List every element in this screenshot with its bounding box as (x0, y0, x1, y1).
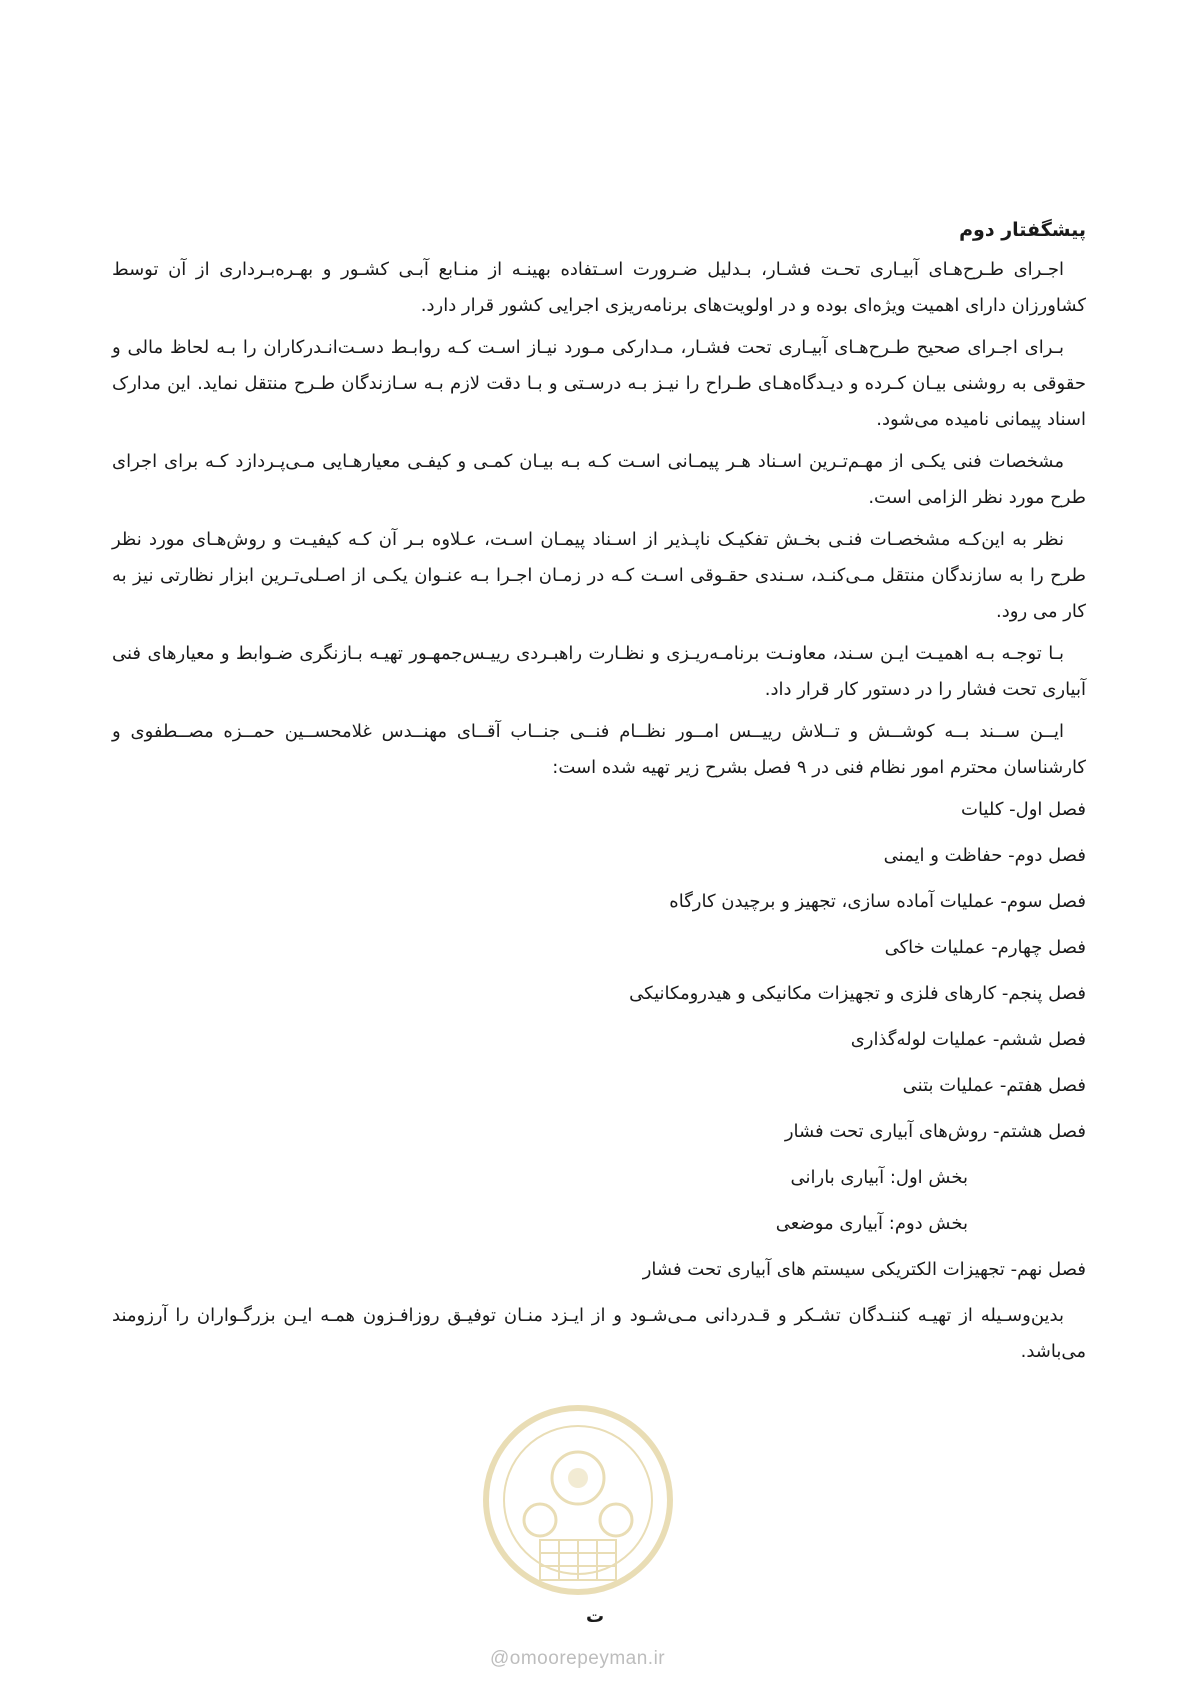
paragraph: بـرای اجـرای صحیح طـرح‌هـای آبیـاری تحت فشـار، مـدارکی مـورد نیـاز اسـت کـه روابـط دسـت‌انـدرکاران را بـه لحاظ مالی و حقوقی به روشنی بیـان کـرده و دیـدگاه‌هـای طـراح را نیـز بـه درسـتی و بـا دقت لازم بـه سـازندگان طـرح منتقل نماید. این مدارک اسناد پیمانی نامیده می‌شود. (112, 337, 1086, 430)
closing-paragraph: بدین‌وسـیله از تهیـه کننـدگان تشـکر و قـدردانی مـی‌شـود و از ایـزد منـان توفیـق روزافـزون همـه ایـن بزرگـواران را آرزومند می‌باشد. (112, 1305, 1086, 1362)
chapter-item: فصل چهارم- عملیات خاکی (884, 937, 1086, 958)
paragraph: نظر به این‌کـه مشخصـات فنـی بخـش تفکیـک ناپـذیر از اسـناد پیمـان اسـت، عـلاوه بـر آن کـه کیفیـت و روش‌هـای مورد نظر طرح را به سازندگان منتقل مـی‌کنـد، سـندی حقـوقی اسـت کـه در زمـان اجـرا بـه عنـوان یکـی از اصـلی‌تـرین ابزار نظارتی نیز به کار می رود. (112, 529, 1086, 622)
paragraph: بـا توجـه بـه اهمیـت ایـن سـند، معاونـت برنامـه‌ریـزی و نظـارت راهبـردی رییـس‌جمهـور تهیـه بـازنگری ضـوابط و معیارهای فنی آبیاری تحت فشار را در دستور کار قرار داد. (112, 643, 1086, 700)
paragraph: اجـرای طـرح‌هـای آبیـاری تحـت فشـار، بـدلیل ضـرورت اسـتفاده بهینـه از منـابع آبـی کشـور و بهـره‌بـرداری از آن توسط کشاورزان دارای اهمیت ویژه‌ای بوده و در اولویت‌های برنامه‌ریزی اجرایی کشور قرار دارد. (112, 259, 1086, 316)
chapter-item: فصل ششم- عملیات لوله‌گذاری (850, 1029, 1086, 1050)
paragraph: مشخصات فنی یکـی از مهـم‌تـرین اسـناد هـر پیمـانی اسـت کـه بـه بیـان کمـی و کیفـی معیارهـایی مـی‌پـردازد کـه برای اجرای طرح مورد نظر الزامی است. (112, 451, 1086, 508)
chapter-item: فصل هفتم- عملیات بتنی (902, 1075, 1086, 1096)
seal-watermark-icon (478, 1400, 678, 1600)
chapter-item: فصل سوم- عملیات آماده سازی، تجهیز و برچیدن کارگاه (669, 891, 1086, 912)
watermark-footer-link: @omoorepeyman.ir (490, 1648, 666, 1669)
chapter-item: فصل نهم- تجهیزات الکتریکی سیستم های آبیاری تحت فشار (642, 1259, 1086, 1280)
section-item: بخش اول: آبیاری بارانی (790, 1167, 968, 1188)
section-item: بخش دوم: آبیاری موضعی (775, 1213, 968, 1234)
paragraph: ایــن ســند بــه کوشــش و تــلاش رییــس امــور نظــام فنــی جنــاب آقــای مهنــدس غلامحســین حمــزه مصــطفوی و کارشناسان محترم امور نظام فنی در ۹ فصل بشرح زیر تهیه شده است: (112, 721, 1086, 778)
chapter-item: فصل پنجم- کارهای فلزی و تجهیزات مکانیکی و هیدرومکانیکی (629, 983, 1086, 1004)
page-number: ت (585, 1606, 605, 1627)
document-body (112, 212, 1086, 1376)
chapter-item: فصل هشتم- روش‌های آبیاری تحت فشار (784, 1121, 1086, 1142)
section-heading: پیشگفتار دوم (959, 219, 1086, 241)
chapter-item: فصل اول- کلیات (961, 799, 1086, 820)
chapter-item: فصل دوم- حفاظت و ایمنی (883, 845, 1086, 866)
